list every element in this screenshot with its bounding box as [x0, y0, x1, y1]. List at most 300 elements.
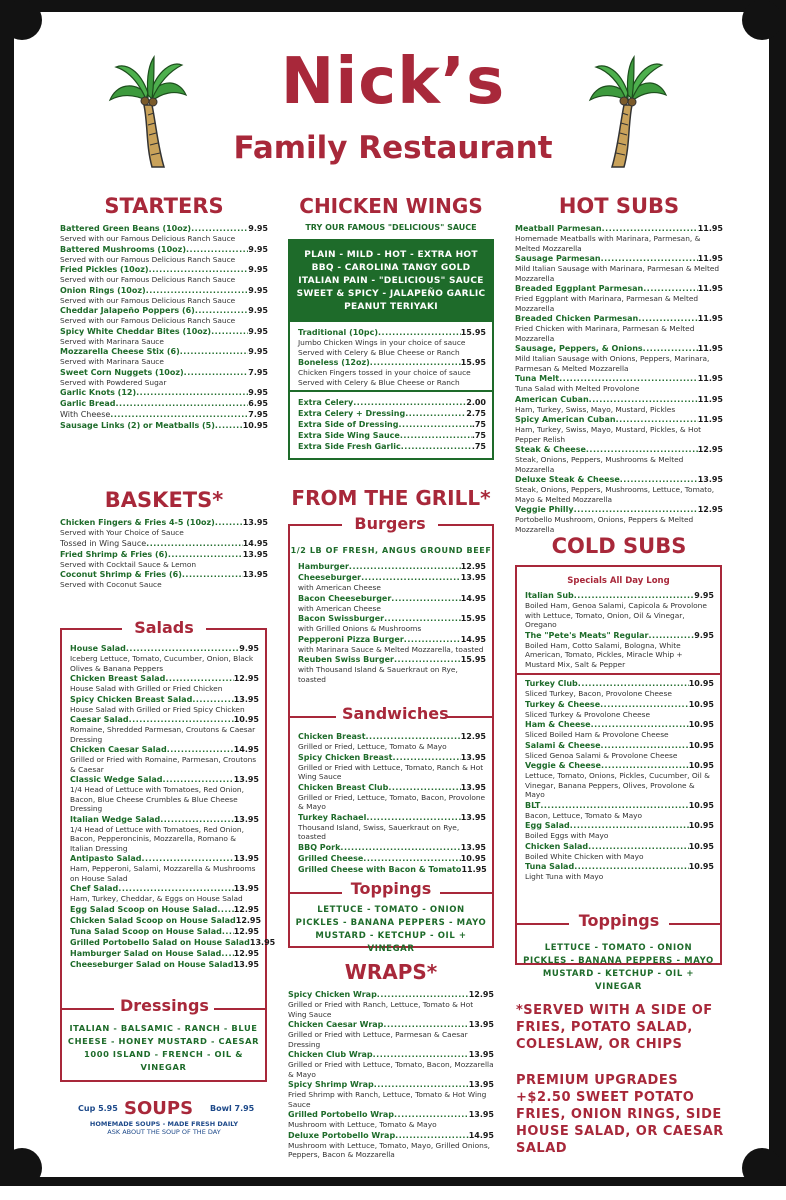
menu-item-line — [515, 505, 723, 515]
item-description: with Grilled Onions & Mushrooms — [298, 624, 422, 633]
item-description: Boiled Ham, Genoa Salami, Capicola & Provolone with Lettuce, Tomato, Onion, Oil & Vinegar, Oregano — [525, 601, 707, 629]
item-price: 11.95 — [461, 864, 487, 874]
item-price: 12.95 — [460, 562, 486, 571]
leader-dots — [601, 254, 698, 264]
sandwiches-list — [298, 732, 486, 876]
item-name: Sausage, Peppers, & Onions — [515, 344, 643, 353]
menu-item — [525, 720, 714, 740]
menu-item-line — [60, 421, 268, 431]
text-line: PICKLES - BANANA PEPPERS - MAYO — [523, 956, 714, 966]
item-name: Reuben Swiss Burger — [298, 655, 394, 664]
leader-dots — [559, 374, 698, 384]
burgers-list — [298, 562, 486, 685]
item-name: Turkey Club — [525, 679, 578, 688]
leader-dots — [162, 775, 233, 785]
corner-decoration — [2, 1148, 42, 1188]
menu-item — [288, 990, 494, 1019]
menu-item — [525, 842, 714, 862]
item-price: 15.95 — [460, 358, 486, 367]
menu-item — [60, 347, 268, 367]
item-name: Tossed in Wing Sauce — [60, 538, 147, 548]
item-name: Fried Shrimp & Fries (6) — [60, 549, 168, 559]
leader-dots — [601, 741, 689, 751]
menu-item-line — [515, 415, 723, 425]
item-description: Portobello Mushroom, Onions, Peppers & Melted Mozzarella — [515, 515, 694, 534]
item-description: Served with Marinara Sauce — [60, 357, 164, 366]
item-price: 13.95 — [249, 937, 276, 947]
leader-dots — [394, 655, 461, 665]
leader-dots — [126, 644, 239, 654]
cold-subs-list — [525, 679, 714, 883]
menu-item — [60, 399, 268, 409]
leader-dots — [394, 1110, 469, 1120]
salads-list — [70, 644, 276, 971]
leader-dots — [588, 842, 689, 852]
text-line: PEANUT TERIYAKI — [344, 302, 438, 312]
text-line: 1000 ISLAND - FRENCH - OIL & VINEGAR — [83, 1049, 244, 1072]
menu-item — [525, 700, 714, 720]
item-description: Mild Italian Sausage with Marinara, Parmesan & Melted Mozzarella — [515, 264, 720, 283]
item-name: Breaded Eggplant Parmesan — [515, 284, 644, 293]
item-description: Mushroom with Lettuce, Tomato, Mayo, Grilled Onions, Peppers, Bacon & Mozzarella — [288, 1140, 491, 1159]
text-line: PICKLES - BANANA PEPPERS - MAYO — [295, 918, 487, 928]
item-description: Fried Eggplant with Marinara, Parmesan & Melted Mozzarella — [515, 294, 699, 313]
restaurant-subtitle: Family Restaurant — [233, 130, 553, 166]
menu-item-line — [70, 927, 259, 937]
item-name: Grilled Cheese with Bacon & Tomato — [298, 864, 462, 874]
menu-item-line — [515, 374, 723, 384]
section-heading: COLD SUBS — [551, 534, 687, 558]
item-price: 11.95 — [697, 224, 723, 233]
item-name: Cheeseburger — [298, 573, 362, 582]
leader-dots — [116, 399, 249, 409]
text-line: PLAIN - MILD - HOT - EXTRA HOT — [304, 250, 478, 260]
section-heading: CHICKEN WINGS — [299, 194, 483, 218]
menu-item-line — [60, 306, 268, 316]
leader-dots — [221, 949, 233, 959]
leader-dots — [395, 1131, 469, 1141]
upgrades-note: PREMIUM UPGRADES +$2.50 SWEET POTATO FRIES, ONION RINGS, SIDE HOUSE SALAD, OR CAESAR SALAD — [516, 1073, 724, 1156]
menu-item — [298, 655, 486, 684]
item-name: Sweet Corn Nuggets (10oz) — [60, 367, 184, 377]
menu-item-line — [70, 960, 259, 970]
menu-item-line — [60, 286, 268, 296]
menu-item-line — [60, 347, 268, 357]
item-name: Grilled Portobello Wrap — [288, 1110, 394, 1119]
item-price: 13.95 — [697, 475, 723, 484]
item-name: Antipasto Salad — [70, 854, 142, 863]
menu-item-line — [525, 801, 714, 811]
restaurant-name: Nick’s — [280, 45, 506, 119]
menu-item-line — [298, 865, 486, 875]
item-description: Grilled or Fried with Lettuce, Tomato, Bacon, Mozzarella & Mayo — [288, 1060, 494, 1079]
item-price: 10.95 — [242, 421, 268, 430]
text-line: SWEET & SPICY - JALAPEÑO GARLIC — [296, 289, 486, 299]
menu-item-line — [298, 813, 486, 823]
item-name: Chicken Salad Scoop on House Salad — [70, 915, 236, 925]
baskets-list — [60, 518, 268, 590]
item-description: with Marinara Sauce & Melted Mozzarella, toasted — [298, 644, 484, 654]
item-price: 14.95 — [242, 538, 268, 548]
sub-toppings — [519, 942, 718, 994]
leader-dots — [184, 368, 249, 378]
menu-item-line — [298, 431, 486, 441]
menu-item — [288, 1131, 494, 1160]
item-name: Chicken Club Wrap — [288, 1050, 373, 1059]
text-line: LETTUCE - TOMATO - ONION — [544, 943, 693, 953]
menu-item-line — [298, 614, 486, 624]
menu-item — [70, 854, 259, 883]
menu-item — [515, 445, 723, 474]
menu-item — [60, 327, 268, 347]
item-description: Bacon, Lettuce, Tomato & Mayo — [525, 810, 643, 820]
soup-cup-price: Cup 5.95 — [78, 1104, 118, 1113]
menu-item-line — [70, 715, 259, 725]
item-description: Grilled or Fried with Ranch, Lettuce, Tomato & Hot Wing Sauce — [288, 1000, 474, 1019]
menu-item-line — [298, 442, 486, 452]
item-description: 1/4 Head of Lettuce with Tomatoes, Red Onion, Bacon, Blue Cheese Crumbles & Blue Cheese Dressing — [70, 785, 244, 813]
leader-dots — [141, 854, 233, 864]
item-description: Served with our Famous Delicious Ranch Sauce — [60, 234, 236, 243]
item-name: Chicken Salad — [525, 841, 589, 851]
item-name: Extra Side Wing Sauce — [298, 431, 400, 440]
item-price: 9.95 — [694, 630, 714, 640]
menu-item — [298, 409, 486, 419]
leader-dots — [349, 562, 461, 572]
menu-item — [70, 949, 259, 959]
cold-subs-box — [515, 565, 722, 965]
item-price: 14.95 — [460, 593, 486, 603]
item-description: Light Tuna with Mayo — [525, 872, 604, 881]
item-name: Veggie & Cheese — [525, 761, 601, 770]
leader-dots — [222, 927, 234, 937]
salads-box — [60, 618, 276, 1082]
leader-dots — [374, 1080, 469, 1090]
wing-extras-list — [290, 390, 492, 458]
section-heading: Dressings — [114, 996, 214, 1015]
item-price: 15.95 — [460, 655, 486, 664]
item-price: 10.95 — [688, 699, 714, 709]
leader-dots — [168, 550, 243, 560]
item-price: 9.95 — [248, 347, 268, 356]
menu-item-line — [288, 1110, 494, 1120]
item-description: Grilled or Fried with Lettuce, Parmesan & Caesar Dressing — [288, 1030, 468, 1049]
item-price: 11.95 — [697, 415, 723, 424]
section-heading: Toppings — [569, 911, 669, 930]
leader-dots — [186, 245, 248, 255]
item-description: Mild Italian Sausage with Onions, Peppers, Marinara, Parmesan & Melted Mozzarella — [515, 354, 710, 373]
item-name: Coconut Shrimp & Fries (6) — [60, 570, 182, 579]
item-name: Veggie Philly — [515, 505, 574, 514]
text-line: MUSTARD - KETCHUP - OIL + VINEGAR — [315, 931, 467, 954]
section-heading: Toppings — [342, 879, 440, 898]
item-name: Onion Rings (10oz) — [60, 285, 146, 295]
menu-item-line — [298, 753, 486, 763]
item-price: 11.95 — [697, 344, 723, 353]
leader-dots — [574, 505, 698, 515]
item-name: Salami & Cheese — [525, 740, 601, 750]
item-description: Served with Marinara Sauce — [60, 336, 164, 346]
item-price: .75 — [471, 420, 486, 429]
menu-item — [515, 415, 723, 444]
item-description: Fried Shrimp with Ranch, Lettuce, Tomato & Hot Wing Sauce — [288, 1090, 487, 1109]
menu-item — [515, 284, 723, 313]
section-heading: BASKETS* — [104, 488, 224, 512]
item-description: Boiled Eggs with Mayo — [525, 831, 609, 840]
menu-item — [525, 741, 714, 761]
item-description: Ham, Turkey, Swiss, Mayo, Mustard, Pickles — [515, 404, 676, 414]
menu-item — [298, 732, 486, 752]
item-name: Battered Green Beans (10oz) — [60, 224, 192, 233]
item-name: Mozzarella Cheese Stix (6) — [60, 347, 180, 356]
menu-item — [515, 314, 723, 343]
item-price: 10.95 — [688, 679, 714, 688]
menu-item — [298, 854, 486, 864]
item-price: 10.95 — [460, 853, 486, 863]
item-name: Tuna Melt — [515, 374, 560, 383]
menu-item — [298, 398, 486, 408]
menu-item — [515, 395, 723, 415]
leader-dots — [401, 442, 472, 452]
item-price: 12.95 — [697, 445, 723, 454]
item-name: Battered Mushrooms (10oz) — [60, 244, 186, 254]
corner-decoration — [742, 0, 782, 40]
item-description: House Salad with Grilled or Fried Chicken — [70, 684, 223, 693]
menu-item-line — [515, 445, 723, 455]
leader-dots — [586, 445, 698, 455]
item-price: 10.95 — [233, 715, 259, 724]
specials-title: Specials All Day Long — [567, 576, 670, 586]
wings-section — [288, 194, 494, 460]
leader-dots — [638, 314, 697, 324]
item-description: Served with our Famous Delicious Ranch Sauce — [60, 295, 236, 305]
item-description: Lettuce, Tomato, Onions, Pickles, Cucumber, Oil & Vinegar, Banana Peppers, Olives, Provolone & Mayo — [525, 771, 710, 799]
leader-dots — [195, 306, 248, 316]
menu-item — [298, 594, 486, 614]
menu-item — [70, 905, 259, 915]
item-price: 13.95 — [233, 959, 259, 969]
item-description: Ham, Turkey, Cheddar, & Eggs on House Salad — [70, 894, 243, 903]
wraps-list — [288, 990, 494, 1160]
text-line: LETTUCE - TOMATO - ONION — [317, 905, 465, 915]
leader-dots — [373, 1050, 469, 1060]
hot-subs-section — [515, 194, 723, 535]
menu-item-line — [525, 862, 714, 872]
item-name: Spicy Chicken Breast Salad — [70, 694, 193, 704]
menu-item — [298, 358, 486, 387]
item-price: 12.95 — [460, 732, 486, 741]
menu-item-line — [298, 420, 486, 430]
menu-item-line — [70, 775, 259, 785]
item-description: Served with Coconut Sauce — [60, 580, 162, 589]
item-description: House Salad with Grilled or Fried Spicy Chicken — [70, 704, 245, 714]
menu-item-line — [60, 368, 268, 378]
soups-section — [60, 1098, 268, 1136]
item-name: Extra Celery + Dressing — [298, 409, 406, 418]
item-name: Boneless (12oz) — [298, 358, 370, 367]
menu-item — [298, 442, 486, 452]
item-description: Ham, Pepperoni, Salami, Mozzarella & Mushrooms on House Salad — [70, 864, 256, 883]
wing-sauces — [290, 241, 492, 322]
item-name: Spicy Chicken Wrap — [288, 990, 377, 999]
menu-item — [515, 475, 723, 504]
menu-item-line — [515, 254, 723, 264]
leader-dots — [180, 347, 249, 357]
menu-item-line — [298, 573, 486, 583]
item-description: Thousand Island, Swiss, Sauerkraut on Rye, toasted — [298, 822, 460, 841]
item-price: 2.00 — [466, 398, 486, 407]
menu-item-line — [288, 1131, 494, 1141]
item-price: 10.95 — [688, 841, 714, 851]
item-price: 13.95 — [468, 1020, 494, 1029]
menu-item — [60, 518, 268, 538]
menu-item — [525, 821, 714, 841]
print-footer — [0, 1186, 786, 1200]
menu-item-line — [288, 1080, 494, 1090]
menu-item — [60, 224, 268, 244]
text-line: MUSTARD - KETCHUP - OIL + VINEGAR — [542, 969, 695, 992]
item-price: 12.95 — [233, 674, 259, 683]
item-description: Jumbo Chicken Wings in your choice of sauce Served with Celery & Blue Cheese or Ranch — [298, 338, 466, 357]
item-price: 10.95 — [688, 740, 714, 750]
item-name: The "Pete's Meats" Regular — [525, 630, 649, 640]
leader-dots — [110, 410, 248, 420]
item-description: Served with Powdered Sugar — [60, 377, 167, 387]
leader-dots — [129, 715, 234, 725]
item-price: 14.95 — [233, 745, 259, 754]
side-note: *SERVED WITH A SIDE OF FRIES, POTATO SALAD, COLESLAW, OR CHIPS — [516, 1003, 713, 1052]
menu-item-line — [298, 594, 486, 604]
leader-dots — [217, 905, 233, 915]
menu-item-line — [70, 644, 259, 654]
item-description: Romaine, Shredded Parmesan, Croutons & Caesar Dressing — [70, 725, 256, 744]
hot-subs-list — [515, 224, 723, 534]
item-price: 10.95 — [688, 761, 714, 770]
cold-subs-section — [515, 534, 723, 558]
item-name: Fried Pickles (10oz) — [60, 265, 149, 274]
menu-item — [298, 753, 486, 782]
item-price: 13.95 — [468, 1110, 494, 1119]
menu-item-line — [525, 720, 714, 730]
soup-bowl-price: Bowl 7.95 — [210, 1104, 255, 1113]
leader-dots — [384, 614, 461, 624]
leader-dots — [182, 570, 243, 580]
item-name: Tuna Salad Scoop on House Salad — [70, 926, 222, 936]
leader-dots — [215, 518, 243, 528]
menu-item-line — [70, 905, 259, 915]
item-price: 6.95 — [248, 399, 268, 408]
item-price: 13.95 — [242, 570, 268, 579]
menu-item-line — [60, 410, 268, 420]
leader-dots — [643, 284, 697, 294]
menu-item — [515, 505, 723, 534]
menu-item-line — [525, 679, 714, 689]
item-description: Sliced Turkey, Bacon, Provolone Cheese — [525, 689, 672, 698]
menu-item-line — [70, 745, 259, 755]
item-price: 11.95 — [697, 254, 723, 263]
leader-dots — [160, 815, 233, 825]
item-price: 13.95 — [242, 549, 268, 559]
item-price: 10.95 — [688, 800, 714, 810]
item-name: BLT — [525, 800, 541, 810]
item-name: Chef Salad — [70, 884, 119, 893]
menu-item-line — [298, 854, 486, 864]
item-name: Cheddar Jalapeño Poppers (6) — [60, 306, 195, 315]
menu-item-line — [70, 674, 259, 684]
item-description: Grilled or Fried with Lettuce, Tomato, Ranch & Hot Wing Sauce — [298, 762, 484, 781]
menu-item — [298, 843, 486, 853]
item-price: 10.95 — [688, 720, 714, 729]
menu-item-line — [525, 700, 714, 710]
item-price: 13.95 — [233, 775, 259, 784]
menu-item-line — [60, 539, 268, 549]
item-name: Chicken Caesar Wrap — [288, 1020, 384, 1029]
menu-item — [298, 573, 486, 593]
item-description: Sliced Turkey & Provolone Cheese — [525, 709, 651, 719]
menu-item — [60, 306, 268, 326]
leader-dots — [393, 753, 461, 763]
item-price: 9.95 — [248, 224, 268, 233]
item-description: Steak, Onions, Peppers, Mushrooms, Lettuce, Tomato, Mayo & Melted Mozzarella — [515, 485, 715, 504]
menu-item-line — [525, 631, 714, 641]
leader-dots — [353, 398, 466, 408]
menu-item — [60, 265, 268, 285]
item-price: 15.95 — [460, 328, 486, 337]
item-name: Deluxe Steak & Cheese — [515, 475, 620, 484]
item-description: Served with our Famous Delicious Ranch Sauce — [60, 275, 236, 284]
menu-item — [60, 550, 268, 570]
menu-item-line — [298, 783, 486, 793]
menu-item — [298, 865, 486, 875]
menu-item — [60, 539, 268, 549]
menu-item — [298, 635, 486, 655]
menu-item-line — [60, 550, 268, 560]
menu-item — [70, 745, 259, 774]
item-price: 13.95 — [233, 884, 259, 893]
item-name: Classic Wedge Salad — [70, 775, 163, 784]
item-price: 13.95 — [460, 573, 486, 582]
item-name: Egg Salad Scoop on House Salad — [70, 904, 218, 914]
menu-item — [288, 1110, 494, 1130]
leader-dots — [589, 395, 698, 405]
leader-dots — [405, 409, 466, 419]
menu-item — [525, 801, 714, 821]
item-name: Spicy American Cuban — [515, 415, 616, 424]
item-description: Sliced Genoa Salami & Provolone Cheese — [525, 750, 678, 760]
item-description: Boiled White Chicken with Mayo — [525, 851, 644, 861]
item-name: Hamburger — [298, 562, 349, 571]
item-name: Grilled Cheese — [298, 853, 364, 863]
leader-dots — [404, 635, 461, 645]
item-name: With Cheese — [60, 410, 111, 419]
item-description: Grilled or Fried, Lettuce, Tomato, Bacon, Provolone & Mayo — [298, 792, 486, 811]
menu-item — [298, 420, 486, 430]
item-name: Steak & Cheese — [515, 445, 586, 454]
menu-item-line — [60, 399, 268, 409]
item-name: Traditional (10pc) — [298, 328, 378, 337]
item-name: Garlic Bread — [60, 399, 116, 408]
item-description: Served with our Famous Delicious Ranch Sauce — [60, 254, 236, 264]
burger-toppings — [294, 904, 488, 956]
item-price: 13.95 — [233, 694, 259, 704]
item-description: Sliced Boiled Ham & Provolone Cheese — [525, 730, 669, 739]
leader-dots — [165, 674, 233, 684]
item-price: 10.95 — [688, 862, 714, 871]
leader-dots — [602, 224, 698, 234]
corner-decoration — [742, 1148, 782, 1188]
item-price: 13.95 — [460, 752, 486, 762]
item-description: Mushroom with Lettuce, Tomato & Mayo — [288, 1120, 437, 1129]
